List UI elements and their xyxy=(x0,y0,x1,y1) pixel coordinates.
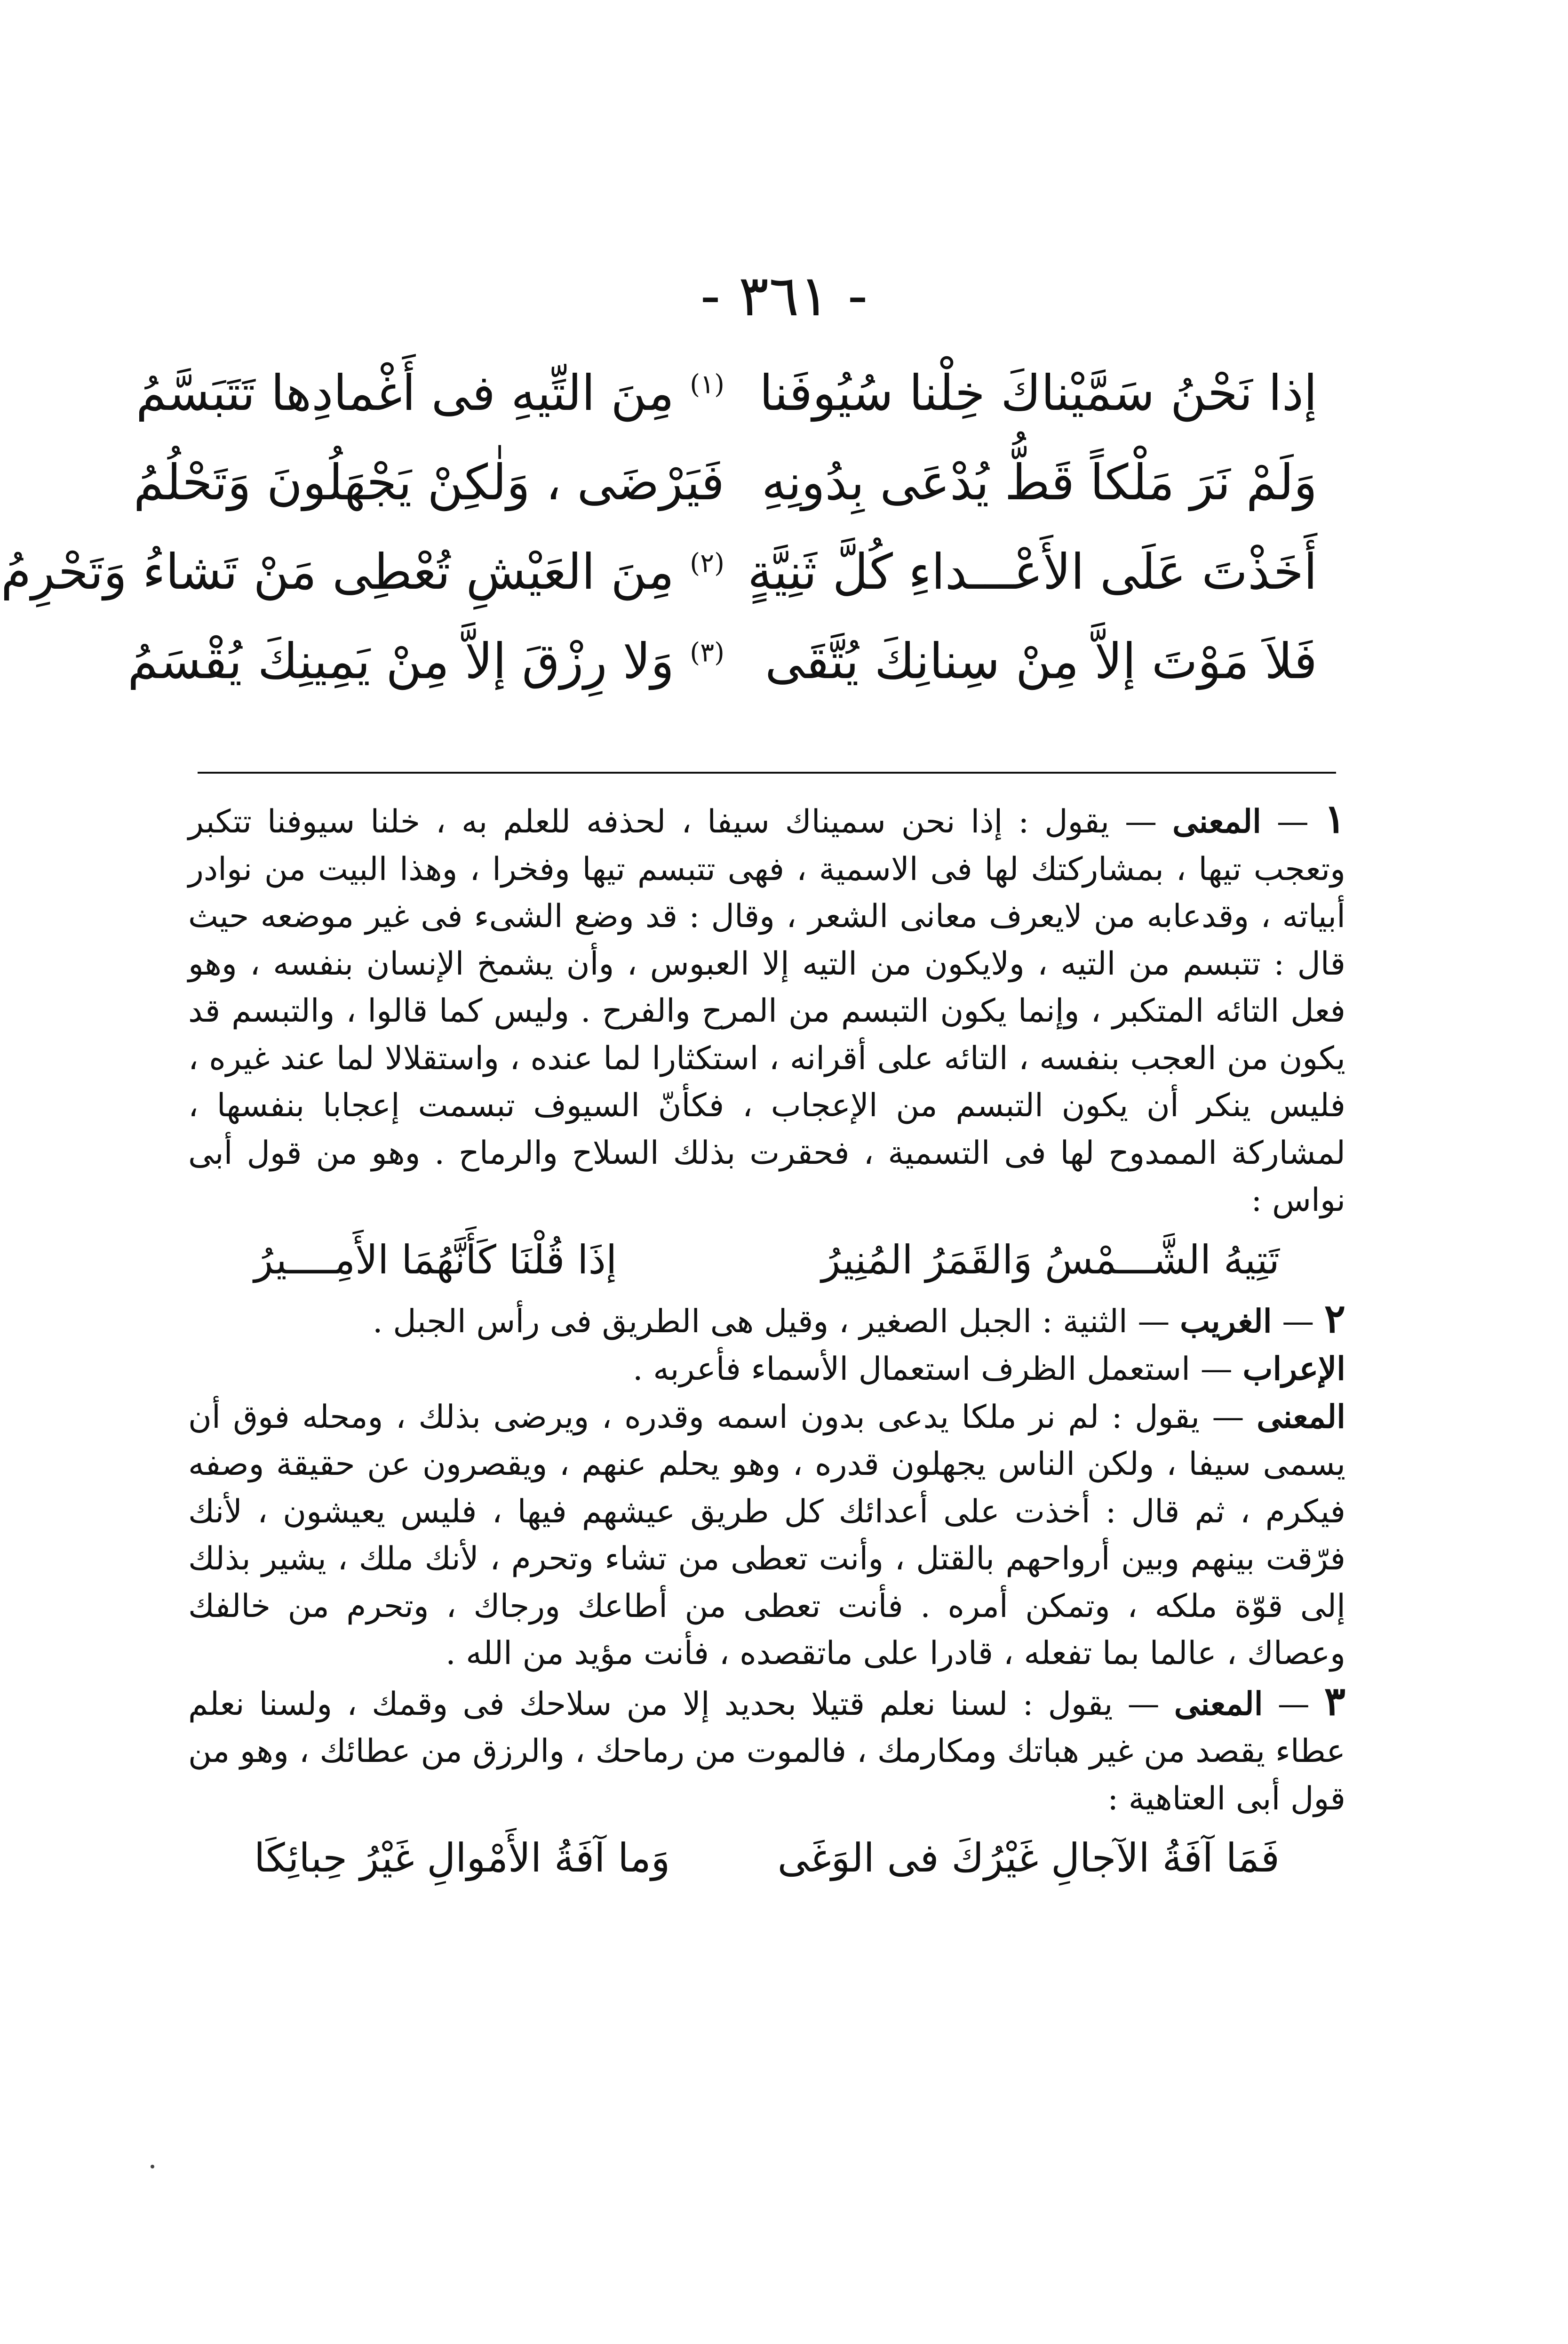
footnote-number: ٢ xyxy=(1324,1295,1345,1342)
quoted-second-hemistich: وَما آفَةُ الأَمْوالِ غَيْرُ حِبائِكَا xyxy=(254,1835,670,1881)
footnote-number: ١ xyxy=(1324,795,1346,842)
page-number: - ٣٦١ - xyxy=(700,264,868,329)
footnote-label: المعنى xyxy=(1174,1685,1263,1723)
footnote-marker: (٢) xyxy=(690,548,724,579)
footnote-label: المعنى xyxy=(1172,803,1261,840)
verse-second-hemistich xyxy=(135,348,724,438)
footnote-text: استعمل الظرف استعمال الأسماء فأعربه . xyxy=(632,1351,1191,1388)
quoted-first-hemistich: تَتِيهُ الشَّـــمْسُ وَالقَمَرُ المُنِيرُ xyxy=(821,1236,1280,1283)
footnote-text: يقول : لسنا نعلم قتيلا بحديد إلا من سلاحك فى وقمك ، ولسنا نعلم عطاء يقصد من غير هباتك ومكارمك ، فالموت من رماحك ، والرزق من عطائك ، وهو من قول أبى العتاهية : xyxy=(188,1685,1345,1817)
verse-second-text: مِنَ التِّيهِ فى أَغْمادِها تَتَبَسَّمُ xyxy=(135,364,675,422)
verse-first-hemistich: أَخَذْتَ عَلَى الأَعْـــداءِ كُلَّ ثَنِيَّةٍ xyxy=(748,543,1317,600)
footnote-text: يقول : لم نر ملكا يدعى بدون اسمه وقدره ، ويرضى بذلك ، ومحله فوق أن يسمى سيفا ، ولكن الناس يجهلون قدره ، وهو يحلم عنهم ، ويقصرون عن حقيقة وصفه فيكرم ، ثم قال : أخذت على أعدائك كل طريق عيشهم فيها ، فليس يعيشون ، لأنك فرّقت بينهم وبين أرواحهم بالقتل ، وأنت تعطى من تشاء وتحرم ، لأنك ملك ، يشير بذلك إلى قوّة ملكه ، وتمكن أمره . فأنت تعطى من أطاعك ورجاك ، وتحرم من خالفك وعصاك ، عالما بما تفعله ، قادرا على ماتقصده ، فأنت مؤيد من الله . xyxy=(188,1398,1345,1672)
poem-verses xyxy=(0,348,1317,706)
footnote-divider xyxy=(198,772,1336,774)
verse-line xyxy=(127,616,1317,706)
footnote-2-grammar: الإعراب — استعمل الظرف استعمال الأسماء فأعربه . xyxy=(632,1350,1345,1388)
quoted-second-hemistich: إذَا قُلْنَا كَأَنَّهُمَا الأَمِــــيرُ xyxy=(254,1236,617,1283)
verse-first-hemistich: فَلاَ مَوْتَ إلاَّ مِنْ سِنانِكَ يُتَّقَى xyxy=(765,632,1317,690)
footnote-marker: (٣) xyxy=(690,637,724,668)
verse-first-hemistich: إذا نَحْنُ سَمَّيْناكَ خِلْنا سُيُوفَنا xyxy=(759,364,1317,422)
verse-second-hemistich xyxy=(0,527,724,616)
verse-line xyxy=(133,438,1317,527)
scan-speck xyxy=(151,2165,154,2168)
footnotes xyxy=(188,795,1345,1893)
footnote-3: ٣ — المعنى — يقول : لسنا نعلم قتيلا بحديد إلا من سلاحك فى وقمك ، ولسنا نعلم عطاء يقصد من غير هباتك ومكارمك ، فالموت من رماحك ، والرزق من عطائك ، وهو من قول أبى العتاهية : xyxy=(188,1677,1345,1817)
verse-second-hemistich: فَيَرْضَى ، وَلٰكِنْ يَجْهَلُونَ وَتَحْلُمُ xyxy=(133,454,724,511)
verse-line xyxy=(135,348,1317,438)
verse-first-hemistich: وَلَمْ نَرَ مَلْكاً قَطُّ يُدْعَى بِدُونِهِ xyxy=(761,454,1317,511)
footnote-label: الإعراب xyxy=(1242,1350,1345,1388)
footnote-label: الغريب xyxy=(1180,1302,1272,1340)
footnote-label: المعنى xyxy=(1257,1398,1346,1436)
footnote-number: ٣ xyxy=(1324,1677,1345,1724)
verse-second-hemistich xyxy=(127,616,724,706)
footnote-1: ١ — المعنى — يقول : إذا نحن سميناك سيفا ، لحذفه للعلم به ، خلنا سيوفنا تتكبر وتعجب تيها ، بمشاركتك لها فى الاسمية ، فهى تتبسم تيها وفخرا ، وهذا البيت من نوادر أبياته ، وقدعابه من لايعرف معانى الشعر ، وقال : قد وضع الشىء فى غير موضعه حيث قال : تتبسم من التيه ، ولايكون من التيه إلا العبوس ، وأن يشمخ الإنسان بنفسه ، وهو فعل التائه المتكبر ، وإنما يكون التبسم من المرح والفرح . وليس كما قالوا ، والتبسم قد يكون من العجب بنفسه ، التائه على أقرانه ، استكثارا لما عنده ، واستقلالا لما عند غيره ، فليس ينكر أن يكون التبسم من الإعجاب ، فكأنّ السيوف تبسمت إعجابا بنفسها ، لمشاركة الممدوح لها فى التسمية ، فحقرت بذلك السلاح والرماح . وهو من قول أبى نواس : xyxy=(188,795,1346,1219)
verse-second-text: مِنَ العَيْشِ تُعْطِى مَنْ تَشاءُ وَتَحْرِمُ xyxy=(0,543,675,600)
verse-second-text: وَلا رِزْقَ إلاَّ مِنْ يَمِينِكَ يُقْسَمُ xyxy=(127,632,675,690)
footnote-text: الثنية : الجبل الصغير ، وقيل هى الطريق فى رأس الجبل . xyxy=(373,1303,1128,1340)
footnote-2: ٢ — الغريب — الثنية : الجبل الصغير ، وقيل هى الطريق فى رأس الجبل . xyxy=(373,1295,1345,1342)
footnote-2-meaning: المعنى — يقول : لم نر ملكا يدعى بدون اسمه وقدره ، ويرضى بذلك ، ومحله فوق أن يسمى سيفا ، ولكن الناس يجهلون قدره ، وهو يحلم عنهم ، ويقصرون عن حقيقة وصفه فيكرم ، ثم قال : أخذت على أعدائك كل طريق عيشهم فيها ، فليس يعيشون ، لأنك فرّقت بينهم وبين أرواحهم بالقتل ، وأنت تعطى من تشاء وتحرم ، لأنك ملك ، يشير بذلك إلى قوّة ملكه ، وتمكن أمره . فأنت تعطى من أطاعك ورجاك ، وتحرم من خالفك وعصاك ، عالما بما تفعله ، قادرا على ماتقصده ، فأنت مؤيد من الله . xyxy=(188,1398,1346,1672)
footnote-text: يقول : إذا نحن سميناك سيفا ، لحذفه للعلم به ، خلنا سيوفنا تتكبر وتعجب تيها ، بمشاركتك لها فى الاسمية ، فهى تتبسم تيها وفخرا ، وهذا البيت من نوادر أبياته ، وقدعابه من لايعرف معانى الشعر ، وقال : قد وضع الشىء فى غير موضعه حيث قال : تتبسم من التيه ، ولايكون من التيه إلا العبوس ، وأن يشمخ الإنسان بنفسه ، وهو فعل التائه المتكبر ، وإنما يكون التبسم من المرح والفرح . وليس كما قالوا ، والتبسم قد يكون من العجب بنفسه ، التائه على أقرانه ، استكثارا لما عنده ، واستقلالا لما عند غيره ، فليس ينكر أن يكون التبسم من الإعجاب ، فكأنّ السيوف تبسمت إعجابا بنفسها ، لمشاركة الممدوح لها فى التسمية ، فحقرت بذلك السلاح والرماح . وهو من قول أبى نواس : xyxy=(188,803,1345,1219)
footnote-marker: (١) xyxy=(690,369,724,400)
verse-line xyxy=(0,527,1317,616)
quoted-verse xyxy=(188,1823,1345,1893)
quoted-first-hemistich: فَمَا آفَةُ الآجالِ غَيْرُكَ فى الوَغَى xyxy=(777,1835,1280,1881)
quoted-verse xyxy=(188,1224,1345,1295)
